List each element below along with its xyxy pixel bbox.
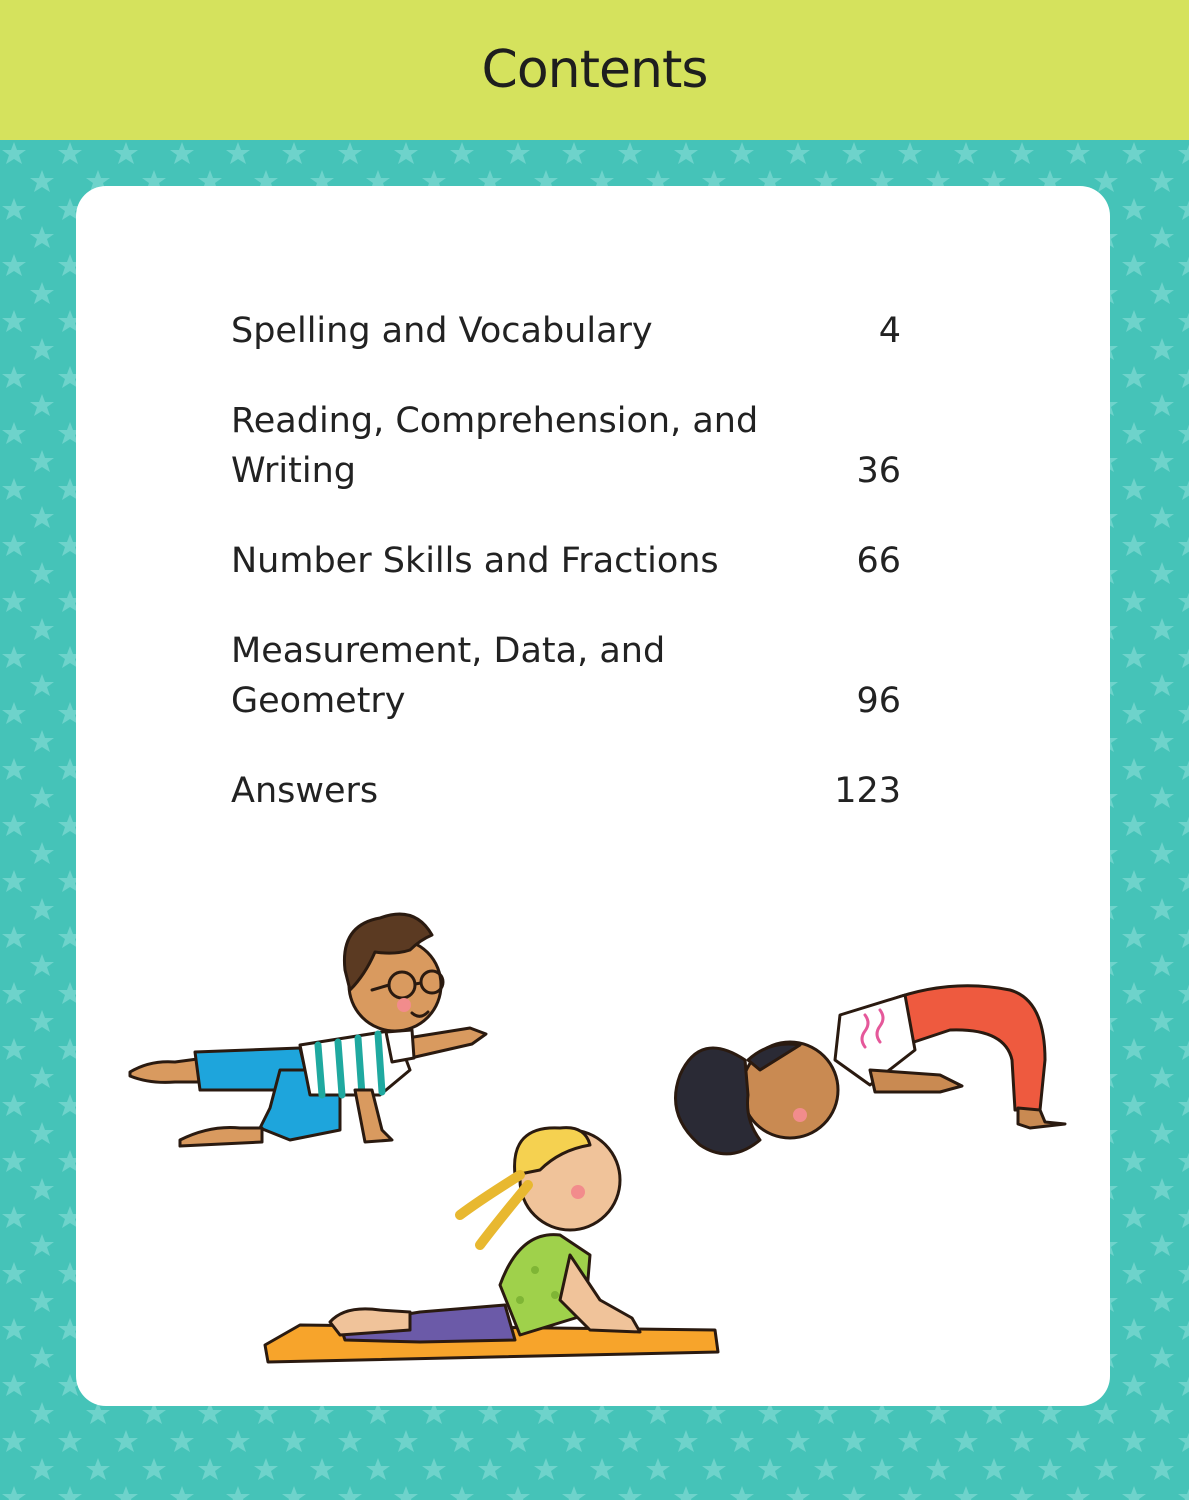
toc-entry-page: 123 [834,771,901,811]
toc-entry-title: Spelling and Vocabulary [231,311,653,351]
page-title: Contents [481,40,708,100]
toc-entry-title: Number Skills and Fractions [231,541,719,581]
girl-bridge-pose-illustration [676,986,1066,1154]
toc-entry-page: 96 [856,681,901,721]
boy-table-pose-illustration [130,914,486,1146]
toc-entry-title: Answers [231,771,379,811]
toc-entry-page: 66 [856,541,901,581]
toc-entry-page: 4 [878,311,901,351]
girl-cobra-pose-illustration [265,1128,718,1362]
toc-entry-page: 36 [856,451,901,491]
toc-entry-title: Measurement, Data, and Geometry [231,631,666,721]
toc-entry-title: Reading, Comprehension, and Writing [231,401,759,491]
